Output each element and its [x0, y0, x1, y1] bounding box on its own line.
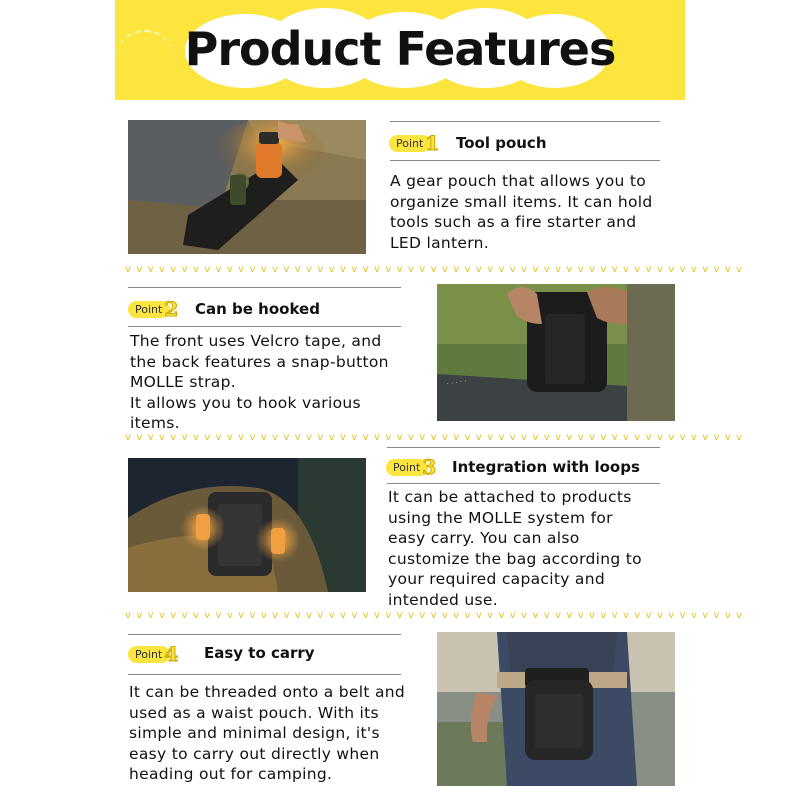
feature-description: The front uses Velcro tape, and the back features a snap-button MOLLE strap. It allows you to hook various items. [130, 332, 389, 432]
product-features-page [115, 0, 748, 800]
point-badge [389, 131, 439, 155]
tool-pouch-photo [128, 120, 366, 254]
title-banner [115, 0, 685, 100]
badge-number: 3 [422, 455, 437, 479]
badge-label: Point [386, 459, 428, 476]
chevron-separator: vvvvvvvvvvvvvvvvvvvvvvvvvvvvvvvvvvvvvvvvvvvvvvvvvvvvvvv [125, 264, 748, 275]
svg-text:· · · · ·: · · · · · [446, 377, 468, 388]
top-rule [390, 121, 660, 122]
molle-loops-photo [128, 458, 366, 592]
feature-description: It can be threaded onto a belt and used as a waist pouch. With its simple and minimal design, it's easy to carry out directly when heading out for camping. [129, 683, 406, 783]
point-badge [128, 297, 178, 321]
point-badge [386, 455, 436, 479]
feature-heading: Integration with loops [452, 458, 640, 476]
chevron-separator: vvvvvvvvvvvvvvvvvvvvvvvvvvvvvvvvvvvvvvvvvvvvvvvvvvvvvvv [125, 432, 748, 443]
top-rule [128, 287, 401, 288]
chevron-separator: vvvvvvvvvvvvvvvvvvvvvvvvvvvvvvvvvvvvvvvvvvvvvvvvvvvvvvv [125, 610, 748, 621]
feature-heading: Tool pouch [456, 134, 547, 152]
feature-heading: Easy to carry [204, 644, 315, 662]
feature-description: It can be attached to products using the MOLLE system for easy carry. You can also customize the bag according to your required capacity and intended use. [388, 488, 642, 609]
feature-heading: Can be hooked [195, 300, 320, 318]
bottom-rule [128, 326, 401, 327]
hooked-pouch-photo [437, 284, 675, 421]
top-rule [387, 447, 660, 448]
badge-label: Point [389, 135, 431, 152]
badge-number: 2 [164, 297, 179, 321]
feature-description: A gear pouch that allows you to organize small items. It can hold tools such as a fire starter and LED lantern. [390, 172, 653, 252]
top-rule [128, 634, 401, 635]
badge-label: Point [128, 301, 170, 318]
badge-label: Point [128, 646, 170, 663]
bottom-rule [390, 160, 660, 161]
badge-number: 1 [425, 131, 440, 155]
bottom-rule [128, 674, 401, 675]
point-badge [128, 642, 178, 666]
bottom-rule [387, 483, 660, 484]
badge-number: 4 [164, 642, 179, 666]
page-title: Product Features [184, 22, 616, 76]
waist-pouch-photo [437, 632, 675, 786]
